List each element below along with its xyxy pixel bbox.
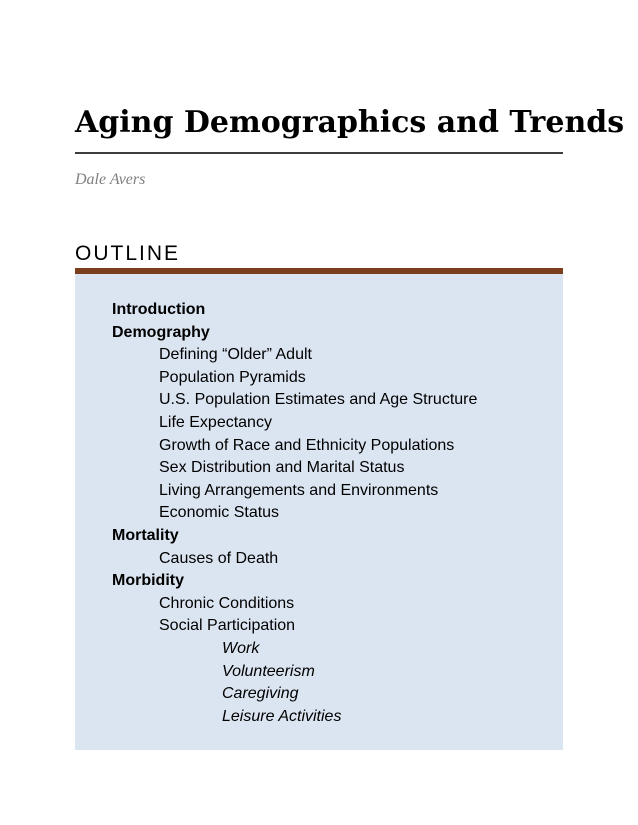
outline-heading: OUTLINE bbox=[75, 242, 181, 265]
outline-item-level-2: U.S. Population Estimates and Age Structure bbox=[159, 391, 478, 409]
outline-item-level-1: Mortality bbox=[112, 526, 179, 544]
document-title: Aging Demographics and Trends bbox=[75, 105, 625, 140]
outline-item-level-1: Demography bbox=[112, 323, 210, 341]
outline-box bbox=[75, 274, 563, 750]
outline-item-level-2: Growth of Race and Ethnicity Populations bbox=[159, 436, 455, 454]
outline-item-level-2: Life Expectancy bbox=[159, 413, 272, 431]
outline-item-level-2: Defining “Older” Adult bbox=[159, 346, 312, 364]
outline-item-level-2: Social Participation bbox=[159, 617, 296, 635]
outline-item-level-2: Causes of Death bbox=[159, 549, 279, 567]
outline-item-level-3: Leisure Activities bbox=[222, 707, 342, 725]
outline-item-level-3: Caregiving bbox=[222, 685, 299, 703]
outline-item-level-2: Sex Distribution and Marital Status bbox=[159, 459, 405, 477]
outline-item-level-1: Morbidity bbox=[112, 572, 184, 590]
author-name: Dale Avers bbox=[75, 171, 146, 188]
outline-list bbox=[75, 299, 563, 728]
outline-item-level-2: Economic Status bbox=[159, 504, 280, 522]
outline-item-level-2: Population Pyramids bbox=[159, 368, 306, 386]
outline-item-level-3: Volunteerism bbox=[222, 662, 315, 680]
title-divider bbox=[75, 152, 563, 154]
outline-item-level-3: Work bbox=[222, 639, 260, 657]
outline-item-level-2: Chronic Conditions bbox=[159, 594, 295, 612]
outline-item-level-2: Living Arrangements and Environments bbox=[159, 481, 439, 499]
outline-item-level-1: Introduction bbox=[112, 301, 206, 318]
